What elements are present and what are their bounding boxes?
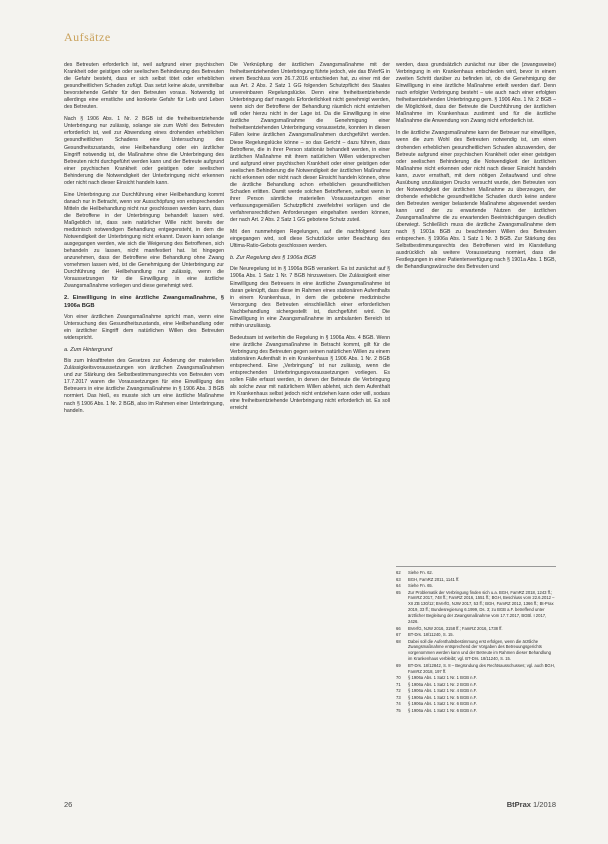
footnote-number: 62 xyxy=(396,570,401,575)
paragraph: des Betreuten erforderlich ist, weil aufgrund einer psychischen Krankheit oder geistigen oder seelischen Behinderung des Betreuten die Gefahr besteht, dass er sich selbst tötet oder erheblichen gesundheitlichen Schaden zufügt. Das setzt keine akute, unmittelbar bevorstehende Gefahr für den Betreuten voraus. Notwendig ist allerdings eine ernstliche und konkrete Gefahr für Leib und Leben des Betreuten. xyxy=(64,62,224,111)
footnote-number: 73 xyxy=(396,694,401,700)
journal-name: BtPrax xyxy=(506,800,531,809)
footnote-text: Siehe Fn. 65. xyxy=(408,583,433,588)
footnote-number: 72 xyxy=(396,688,401,694)
page-number: 26 xyxy=(64,800,73,809)
footnote-number: 75 xyxy=(396,707,401,713)
footnote-text: Siehe Fn. 62. xyxy=(408,570,433,575)
footnote xyxy=(396,708,556,714)
footnote xyxy=(396,590,556,625)
footnote-text: BGH, FamRZ 2011, 1141 ff. xyxy=(408,576,460,582)
paragraph: Die Verknüpfung der ärztlichen Zwangsmaßnahme mit der freiheitsentziehenden Unterbringung führte jedoch, wie das BVerfG in einem Beschluss vom 26.7.2016 entschieden hat, zu einer mit der aus Art. 2 Abs. 2 Satz 1 GG folgenden Schutzpflicht des Staates unvereinbaren Regelungslücke. Denn eine freiheitsentziehende Unterbringung darf mangels Erforderlichkeit nicht genehmigt werden, wenn sich der Betroffene der Behandlung räumlich nicht entziehen will oder hierzu nicht in der Lage ist. Da die Einwilligung in eine ärztliche Zwangsmaßnahme die Genehmigung einer freiheitsentziehenden Unterbringung voraussetzte, konnten in diesen Fällen keine ärztlichen Zwangsmaßnahmen durchgeführt werden. Diese Regelungslücke könne – so das Gericht – dazu führen, dass Betroffene, die in ihrer Person stationär behandelt werden, in einer ärztlichen Maßnahme mit ihrem natürlichen Willen widersprechen und aufgrund einer psychischen Krankheit oder einer geistigen oder seelischen Behinderung die Notwendigkeit der ärztlichen Maßnahme nicht erkennen oder nicht nach dieser Einsicht handeln können, ohne die ärztliche Behandlung schon erheblichen gesundheitlichen Schaden erlitten. Damit werde solchen Betroffenen, selbst wenn in ihrer Person sämtliche materiellen Voraussetzungen einer verfassungsgemäßen Schutzpflicht zweifelsfrei vorlägen und die verfahrensrechtlichen Anforderungen eingehalten werden können, der nach Art. 2 Abs. 2 Satz 1 GG gebotene Schutz zuteil. xyxy=(230,62,390,224)
column-right xyxy=(396,62,556,276)
footnote-number: 65 xyxy=(396,589,401,595)
footnote xyxy=(396,639,556,663)
paragraph: Die Neuregelung ist in § 1906a BGB verankert. Es ist zunächst auf § 1906a Abs. 1 Satz 1 Nr. 7 BGB hinzuweisen. Die Zulässigkeit einer Einwilligung des Betreuers in eine ärztliche Zwangsmaßnahme ist daran geknüpft, dass diese im Rahmen eines stationären Aufenthalts in einem Krankenhaus, in dem die gebotene medizinische Versorgung des Betreuten einschließlich einer erforderlichen Nachbehandlung sichergestellt ist, durchgeführt wird. Die Einwilligung in eine Zwangsmaßnahme im ambulanten Bereich ist mithin unzulässig. xyxy=(230,266,390,329)
footnote xyxy=(396,675,556,681)
footnote-number: 68 xyxy=(396,638,401,644)
footnote-text: § 1906a Abs. 1 Satz 1 Nr. 6 BGB n.F. xyxy=(408,701,477,707)
footnote xyxy=(396,583,556,589)
footnote-text: Dabei soll die Aufenthaltsbestimmung erst erfolgen, wenn die ärztliche Zwangsmaßnahme entsprechend der Vorgaben des Betreuungsgerichts vorgenommen werden kann und der Betreute im Rahmen dieser Behandlung im Krankenhaus verbleibt; vgl. BT-Drs. 18/11240, S. 15. xyxy=(408,638,551,662)
paragraph: Nach § 1906 Abs. 1 Nr. 2 BGB ist die freiheitsentziehende Unterbringung nur zulässig, solange sie zum Wohl des Betreuten erforderlich ist, weil zur Abwendung eines drohenden erheblichen gesundheitlichen Schadens eine Untersuchung des Gesundheitszustands, eine Heilbehandlung oder ein ärztlicher Eingriff notwendig ist, die Maßnahme ohne die Unterbringung des Betreuten nicht durchgeführt werden kann und der Betreute aufgrund einer psychischen Krankheit oder geistigen oder seelischen Behinderung die Notwendigkeit der Unterbringung nicht erkennen oder nicht nach dieser Einsicht handeln kann. xyxy=(64,116,224,186)
paragraph: Bis zum Inkrafttreten des Gesetzes zur Änderung der materiellen Zulässigkeitsvoraussetzungen von ärztlichen Zwangsmaßnahmen und zur Stärkung des Selbstbestimmungsrechts von Betreuten vom 17.7.2017 waren die Voraussetzungen für eine Einwilligung des Betreuers in eine ärztliche Zwangsmaßnahme in § 1906 Abs. 3 BGB normiert. Das hieß, es musste sich um eine ärztliche Maßnahme nach § 1906 Abs. 1 Nr. 2 BGB, also im Rahmen einer Unterbringung, handeln. xyxy=(64,358,224,414)
column-middle xyxy=(230,62,390,417)
column-left xyxy=(64,62,224,420)
footnote-text: § 1906a Abs. 1 Satz 1 Nr. 2 BGB n.F. xyxy=(408,681,477,687)
footnote xyxy=(396,688,556,694)
footnote xyxy=(396,701,556,707)
paragraph: werden, dass grundsätzlich zunächst nur über die (zwangsweise) Verbringung in ein Krankenhaus entschieden wird, bevor in einem zweiten Schritt darüber zu befinden ist, ob die Genehmigung der Einwilligung in eine ärztliche Maßnahme erteilt werden darf. Denn nach erfolgter Verbringung besteht – wie auch nach einer erfolgten freiheitsentziehenden Unterbringung gem. § 1906 Abs. 1 Nr. 2 BGB – die Möglichkeit, dass der Betreute die Durchführung der ärztlichen Maßnahme im Krankenhaus zustimmt und für die ärztliche Maßnahme die Anwendung von Zwang nicht erforderlich ist. xyxy=(396,62,556,125)
paragraph: Mit den nunmehrigen Regelungen, auf die nachfolgend kurz eingegangen wird, soll diese Schutzlücke unter Beachtung des Ultima-Ratio-Gebots geschlossen werden. xyxy=(230,229,390,250)
footnote-number: 66 xyxy=(396,625,401,631)
section-heading: 2. Einwilligung in eine ärztliche Zwangsmaßnahme, § 1906a BGB xyxy=(64,295,224,309)
subsection-heading: b. Zur Regelung des § 1906a BGB xyxy=(230,255,316,262)
footnote-number: 63 xyxy=(396,576,401,582)
paragraph: Bedeutsam ist weiterhin die Regelung in § 1906a Abs. 4 BGB. Wenn eine ärztliche Zwangsmaßnahme in Betracht kommt, gilt für die Verbringung des Betreuten gegen seinen natürlichen Willen zu einem stationären Aufenthalt in ein Krankenhaus § 1906 Abs. 1 Nr. 2 BGB entsprechend. Eine „Verbringung“ ist nur zulässig, wenn die entsprechenden Unterbringungsvoraussetzungen vorliegen. Es sollen Fälle erfasst werden, in denen der Betreute die Verbringung als solche zwar mit natürlichem Willen ablehnt, sich dem Aufenthalt im Krankenhaus selbst jedoch nicht entziehen kann oder will, sodass eine freiheitsentziehende Unterbringung nicht erforderlich ist. Es soll erreicht xyxy=(230,334,390,412)
journal-issue xyxy=(507,800,556,809)
footnote-text: BVerfG, NJW 2016, 3158 ff.; FamRZ 2016, 1738 ff. xyxy=(408,625,503,631)
section-header: Aufsätze xyxy=(64,30,111,44)
footnote-number: 67 xyxy=(396,632,401,638)
footnote-number: 70 xyxy=(396,675,401,681)
footnote-number: 71 xyxy=(396,681,401,687)
page-footer xyxy=(64,800,556,809)
footnote xyxy=(396,577,556,583)
footnote-text: BT-Drs. 18/12842, S. 8 – Begründung des Rechtsausschusses; vgl. auch BGH, FamRZ 2018, 197 ff. xyxy=(408,662,555,674)
footnote xyxy=(396,570,556,576)
footnote xyxy=(396,663,556,675)
footnote xyxy=(396,626,556,632)
footnote-text: BT-Drs. 18/11240, S. 15. xyxy=(408,632,454,638)
footnotes xyxy=(396,566,556,714)
footnote xyxy=(396,632,556,638)
footnote-text: § 1906a Abs. 1 Satz 1 Nr. 1 BGB n.F. xyxy=(408,675,477,681)
paragraph: Von einer ärztlichen Zwangsmaßnahme spricht man, wenn eine Untersuchung des Gesundheitszustands, eine Heilbehandlung oder ein ärztlicher Eingriff dem natürlichen Willen des Betreuten widerspricht. xyxy=(64,313,224,341)
issue-number: 1/2018 xyxy=(533,800,556,809)
footnote xyxy=(396,682,556,688)
footnote xyxy=(396,695,556,701)
paragraph: In die ärztliche Zwangsmaßnahme kann der Betreuer nur einwilligen, wenn die zum Wohl des Betreuten notwendig ist, um einen drohenden erheblichen gesundheitlichen Schaden abzuwenden, der Betreute aufgrund einer psychischen Krankheit oder einer geistigen oder seelischen Behinderung die Notwendigkeit der ärztlichen Maßnahme nicht erkennen oder nicht nach dieser Einsicht handeln kann, zuvor ernsthaft, mit dem nötigen Zeitaufwand und ohne Ausübung unzulässigen Drucks versucht wurde, den Betreuten von der Notwendigkeit der ärztlichen Maßnahme zu überzeugen, der drohende erhebliche gesundheitliche Schaden durch keine andere den Betreuten weniger belastende Maßnahme abgewendet werden kann und der zu erwartende Nutzen der ärztlichen Zwangsmaßnahme die zu erwartenden Beeinträchtigungen deutlich überwiegt. Schließlich muss die ärztliche Zwangsmaßnahme dem nach § 1901a BGB zu beachtenden Willen des Betreuten entsprechen. § 1906a Abs. 1 Satz 1 Nr. 3 BGB. Zur Stärkung des Selbstbestimmungsrechts des Betroffenen wird im Klarstellung ausdrücklich als weitere Voraussetzung normiert, dass die Festlegungen in einer Patientenverfügung nach § 1901a Abs. 1 BGB, die Behandlungswünsche des Betreuten und xyxy=(396,130,556,271)
footnote-text: § 1906a Abs. 1 Satz 1 Nr. 6 BGB n.F. xyxy=(408,707,477,713)
paragraph: Eine Unterbringung zur Durchführung einer Heilbehandlung kommt danach nur in Betracht, wenn vor Ausschöpfung von entsprechenden Mitteln die Heilbehandlung nicht nur geschlossen werden kann, dass die Betroffene in der Unterbringung behandelt lassen wird. Maßgeblich ist, dass sein natürlicher Wille nicht bereits der medizinisch notwendigen Behandlung entgegensteht, in dem die Notwendigkeit der Unterbringung nicht erkannt. Davon kann solange ausgegangen werden, wie sich die Weigerung des Betroffenen, sich behandeln zu lassen, nicht manifestiert hat. Ist hingegen anzunehmen, dass der Betroffene eine Behandlung ohne Zwang vornehmen lassen wird, ist die Genehmigung der Unterbringung zur Durchführung der Heilbehandlung nur zulässig, wenn die Voraussetzungen für die Einwilligung in eine ärztliche Zwangsmaßnahme vorliegen und diese genehmigt wird. xyxy=(64,191,224,290)
footnote-text: § 1906a Abs. 1 Satz 1 Nr. 4 BGB n.F. xyxy=(408,688,477,694)
footnote-text: Zur Problematik der Verbringung finden sich u.a. BGH, FamRZ 2018, 1243 ff.; FamRZ 2017, 748 ff.; FamRZ 2016, 1551 ff.; BGH, Beschluss vom 22.6.2012 – XII ZB 130/12; BVerfG, NJW 2017, 53 ff.; BGH, FamRZ 2012, 1366 ff.; Bt-Prax 2019, 33 ff.; Bundesregierung 6.1999, Ds. 3; zu BGB a.F. betreffend unter ärztlicher Begleitung der Zwangsmaßnahme vom 17.7.2017, BGBl. I 2017, 2426. xyxy=(408,589,555,625)
footnote-number: 64 xyxy=(396,583,401,588)
footnote-number: 74 xyxy=(396,701,401,707)
footnote-text: § 1906a Abs. 1 Satz 1 Nr. 5 BGB n.F. xyxy=(408,694,477,700)
footnote-number: 69 xyxy=(396,662,401,668)
subsection-heading: a. Zum Hintergrund xyxy=(64,347,113,354)
